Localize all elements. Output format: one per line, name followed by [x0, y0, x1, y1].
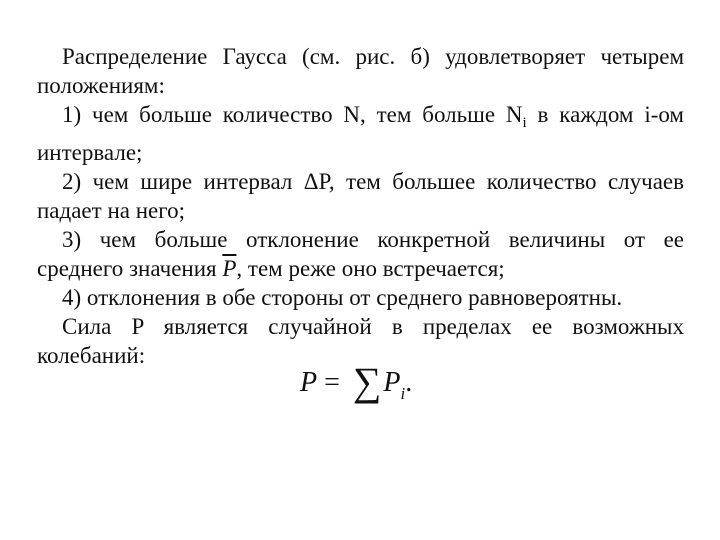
formula-equals: =	[324, 367, 340, 398]
mean-p-symbol: $\overline{P}$	[222, 256, 237, 281]
item-4: 4) отклонения в обе стороны от среднего равновероятны.	[62, 285, 623, 310]
item-1	[37, 100, 684, 167]
item-1-text-a: 1) чем больше количество N, тем больше N	[62, 102, 523, 127]
item-3	[37, 225, 684, 283]
item-1-subscript: i	[522, 115, 527, 131]
sigma-symbol: ∑	[352, 359, 382, 404]
intro-paragraph: Распределение Гаусса (см. рис. б) удовлетворяет четырем положениям:	[37, 44, 684, 98]
formula-term: P	[383, 367, 401, 398]
item-2: 2) чем шире интервал ΔP, тем большее количество случаев падает на него;	[37, 169, 684, 223]
sum-formula	[300, 359, 500, 406]
text-body	[37, 42, 684, 370]
formula-lhs: P	[300, 367, 318, 398]
item-3-text-b: , тем реже оно встречается;	[236, 256, 505, 281]
formula-period: .	[405, 367, 413, 398]
item-3-text-a: 3) чем больше отклонение конкретной величины от ее среднего значения	[37, 227, 684, 281]
closing-paragraph: Сила P является случайной в пределах ее возможных колебаний:	[37, 314, 684, 368]
formula-index: i	[400, 384, 406, 403]
item-1-text-b: в каждом i-ом интервале;	[37, 102, 684, 165]
